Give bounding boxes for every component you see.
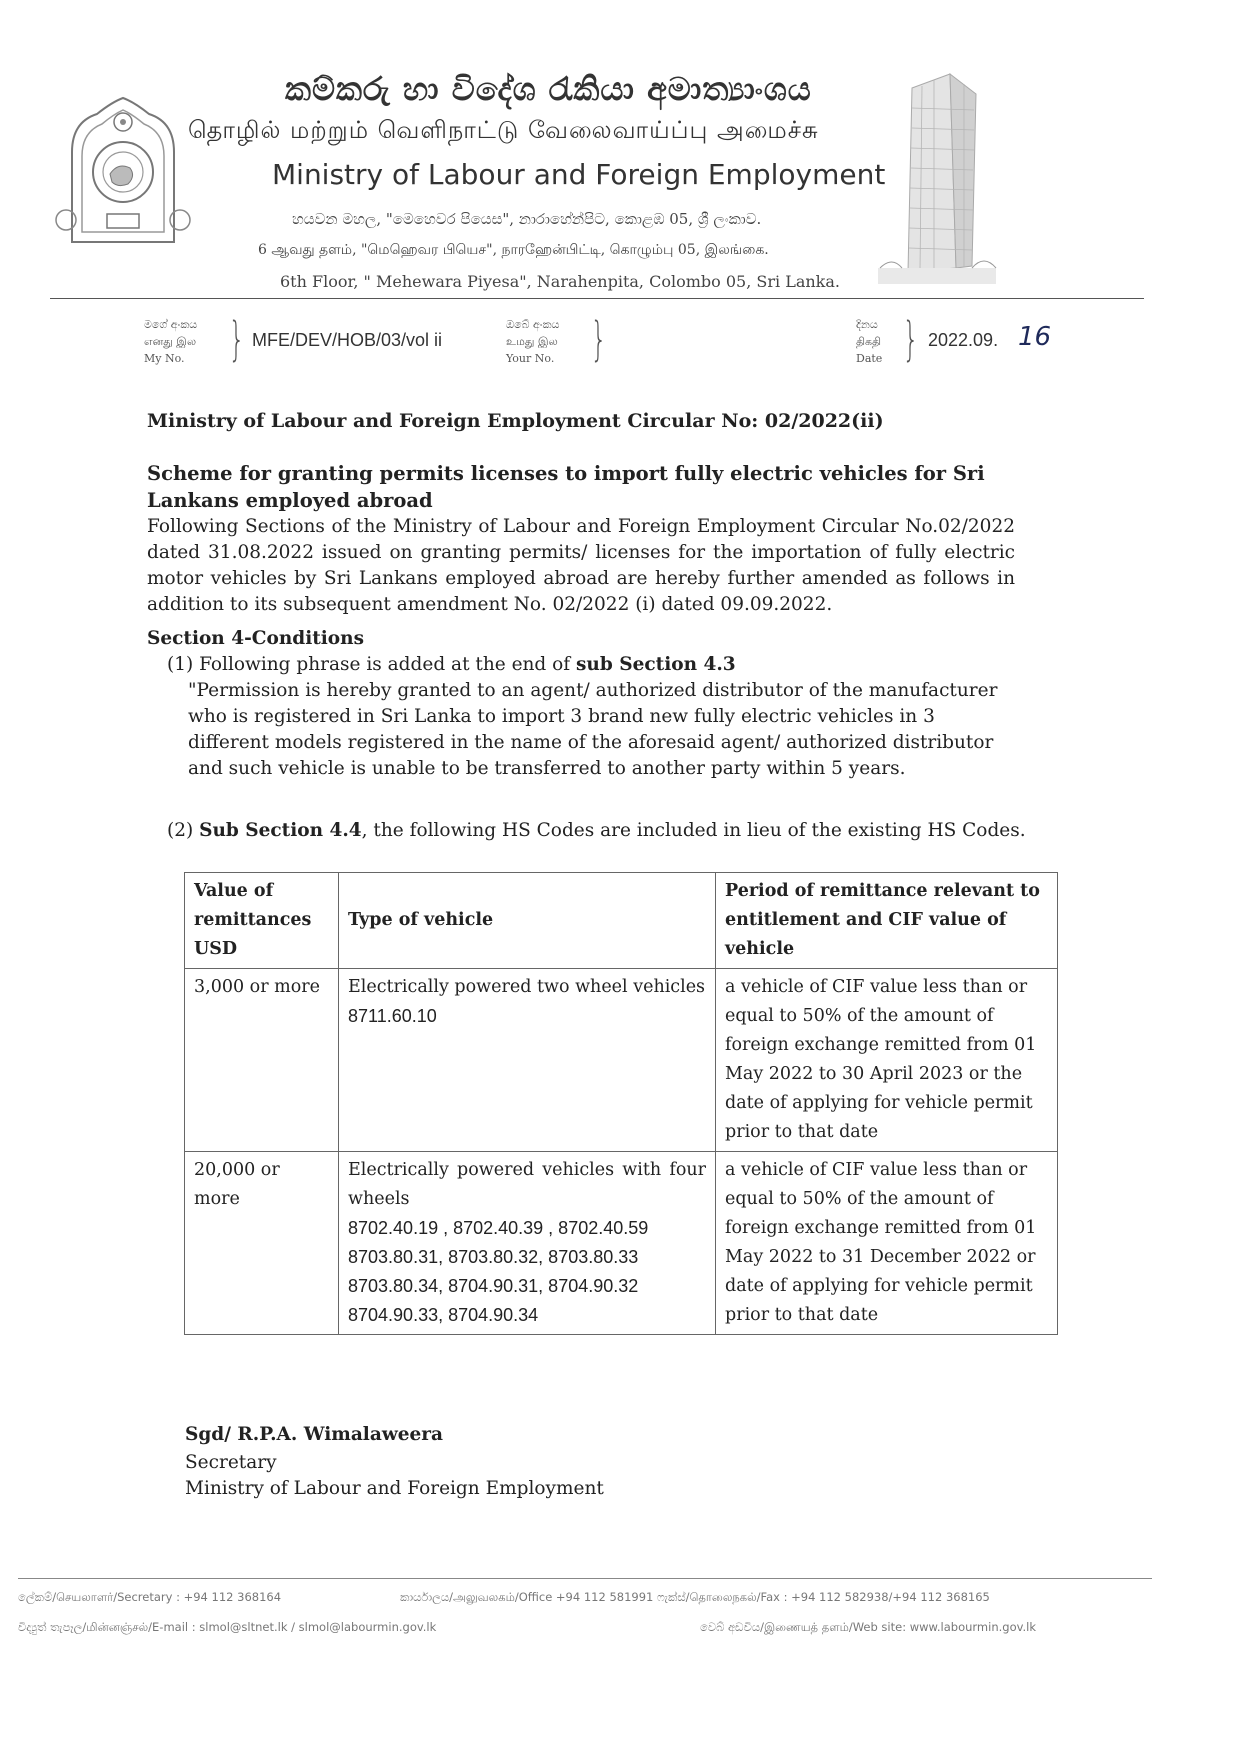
item-2 [167, 818, 1026, 844]
your-no-label-sinhala: ඔබේ අංකය [506, 318, 560, 331]
date-label-sinhala: දිනය [856, 318, 878, 331]
table-cell-vehicle [339, 969, 716, 1152]
brace-divider: } [590, 312, 607, 366]
table-row [185, 1152, 1058, 1335]
my-no-labels [144, 316, 197, 367]
header-title-sinhala: කම්කරු හා විදේශ රැකියා අමාත්‍යාංශය [285, 70, 812, 108]
table-header: Value of remittances USD [185, 873, 339, 969]
my-no-label-tamil: எனது இல [144, 335, 197, 348]
intro-paragraph: Following Sections of the Ministry of Labour and Foreign Employment Circular No.02/2022 dated 31.08.2022 issued on granting permits/ licenses for the importation of fully electric motor vehicles by Sri Lankans employed abroad are hereby further amended as follows in addition to its subsequent amendment No. 02/2022 (i) dated 09.09.2022. [147, 516, 1015, 615]
my-no-label-sinhala: මගේ අංකය [144, 318, 198, 331]
national-emblem-logo [52, 92, 194, 250]
header-title-english: Ministry of Labour and Foreign Employment [272, 158, 886, 191]
item-1 [167, 652, 736, 678]
date-handwritten-day: 16 [1018, 322, 1052, 352]
your-no-label-english: Your No. [506, 352, 555, 365]
signatory-organization: Ministry of Labour and Foreign Employment [185, 1478, 604, 1499]
my-no-label-english: My No. [144, 352, 185, 365]
header-title-tamil: தொழில் மற்றும் வெளிநாட்டு வேலைவாய்ப்பு அமைச்சு [188, 116, 819, 144]
brace-divider: } [902, 312, 919, 366]
hs-code-line: 8711.60.10 [348, 1006, 437, 1026]
table-cell-vehicle [339, 1152, 716, 1335]
vehicle-type: Electrically powered two wheel vehicles [348, 977, 706, 997]
hs-code-line: 8702.40.19 , 8702.40.39 , 8702.40.59 [348, 1218, 649, 1238]
table-header-row [185, 873, 1058, 969]
section-heading: Section 4-Conditions [147, 628, 365, 649]
scheme-title: Scheme for granting permits licenses to import fully electric vehicles for Sri Lankans employed abroad [147, 462, 985, 512]
brace-divider: } [228, 312, 245, 366]
table-cell-value: 3,000 or more [185, 969, 339, 1152]
hs-code-line: 8703.80.34, 8704.90.31, 8704.90.32 [348, 1276, 639, 1296]
your-no-labels [506, 316, 559, 367]
footer-website: වෙබ් අඩවිය/இணையத் தளம்/Web site: www.labourmin.gov.lk [700, 1620, 1037, 1634]
item-2-prefix: (2) [167, 820, 200, 841]
hs-code-line: 8704.90.33, 8704.90.34 [348, 1305, 539, 1325]
item-1-bold: sub Section 4.3 [576, 654, 736, 675]
footer-divider [18, 1578, 1152, 1579]
header-divider [50, 298, 1144, 299]
address-tamil: 6 ஆவது தளம், "மெஹெவர பியெச", நாரஹேன்பிட்டி, கொழும்பு 05, இலங்கை. [258, 242, 769, 258]
footer-office-fax: කාර්යාලය/அலுவலகம்/Office +94 112 581991 ෆැක්ස්/தொலைநகல்/Fax : +94 112 582938/+94 112 368165 [400, 1590, 990, 1604]
item-1-quote: "Permission is hereby granted to an agent/ authorized distributor of the manufacturer who is registered in Sri Lanka to import 3 brand new fully electric vehicles in 3 different models registered in the name of the aforesaid agent/ authorized distributor and such vehicle is unable to be transferred to another party within 5 years. [188, 680, 998, 779]
date-label-english: Date [856, 352, 883, 365]
signatory-designation: Secretary [185, 1452, 277, 1473]
date-label-tamil: திகதி [856, 335, 882, 348]
table-cell-value: 20,000 or more [185, 1152, 339, 1335]
table-header: Type of vehicle [339, 873, 716, 969]
hs-codes-table [184, 872, 1058, 1335]
table-cell-period: a vehicle of CIF value less than or equal to 50% of the amount of foreign exchange remitted from 01 May 2022 to 31 December 2022 or date of applying for vehicle permit prior to that date [716, 1152, 1058, 1335]
ministry-building-image [872, 68, 1002, 290]
address-sinhala: හයවන මහල, "මෙහෙවර පියෙස", නාරාහේන්පිට, කොළඹ 05, ශ්‍රී ලංකාව. [292, 210, 762, 228]
item-2-bold: Sub Section 4.4 [199, 820, 362, 841]
table-header: Period of remittance relevant to entitlement and CIF value of vehicle [716, 873, 1058, 969]
circular-title: Ministry of Labour and Foreign Employment Circular No: 02/2022(ii) [147, 410, 884, 432]
footer-email: විද්‍යුත් තැපෑල/மின்னஞ்சல்/E-mail : slmol@sltnet.lk / slmol@labourmin.gov.lk [18, 1620, 437, 1634]
address-english: 6th Floor, " Mehewara Piyesa", Narahenpita, Colombo 05, Sri Lanka. [280, 272, 840, 291]
vehicle-type: Electrically powered vehicles with four wheels [348, 1160, 706, 1209]
your-no-label-tamil: உமது இல [506, 335, 558, 348]
my-no-value: MFE/DEV/HOB/03/vol ii [252, 330, 443, 350]
item-1-text: (1) Following phrase is added at the end of [167, 654, 577, 675]
footer-secretary-phone: ලේකම්/செயலாளர்/Secretary : +94 112 368164 [18, 1590, 282, 1604]
date-labels [856, 316, 882, 367]
signed-by: Sgd/ R.P.A. Wimalaweera [185, 1424, 444, 1445]
date-value: 2022.09. [928, 330, 999, 350]
item-2-suffix: , the following HS Codes are included in lieu of the existing HS Codes. [361, 820, 1026, 841]
hs-code-line: 8703.80.31, 8703.80.32, 8703.80.33 [348, 1247, 639, 1267]
table-row [185, 969, 1058, 1152]
table-cell-period: a vehicle of CIF value less than or equal to 50% of the amount of foreign exchange remitted from 01 May 2022 to 30 April 2023 or the date of applying for vehicle permit prior to that date [716, 969, 1058, 1152]
